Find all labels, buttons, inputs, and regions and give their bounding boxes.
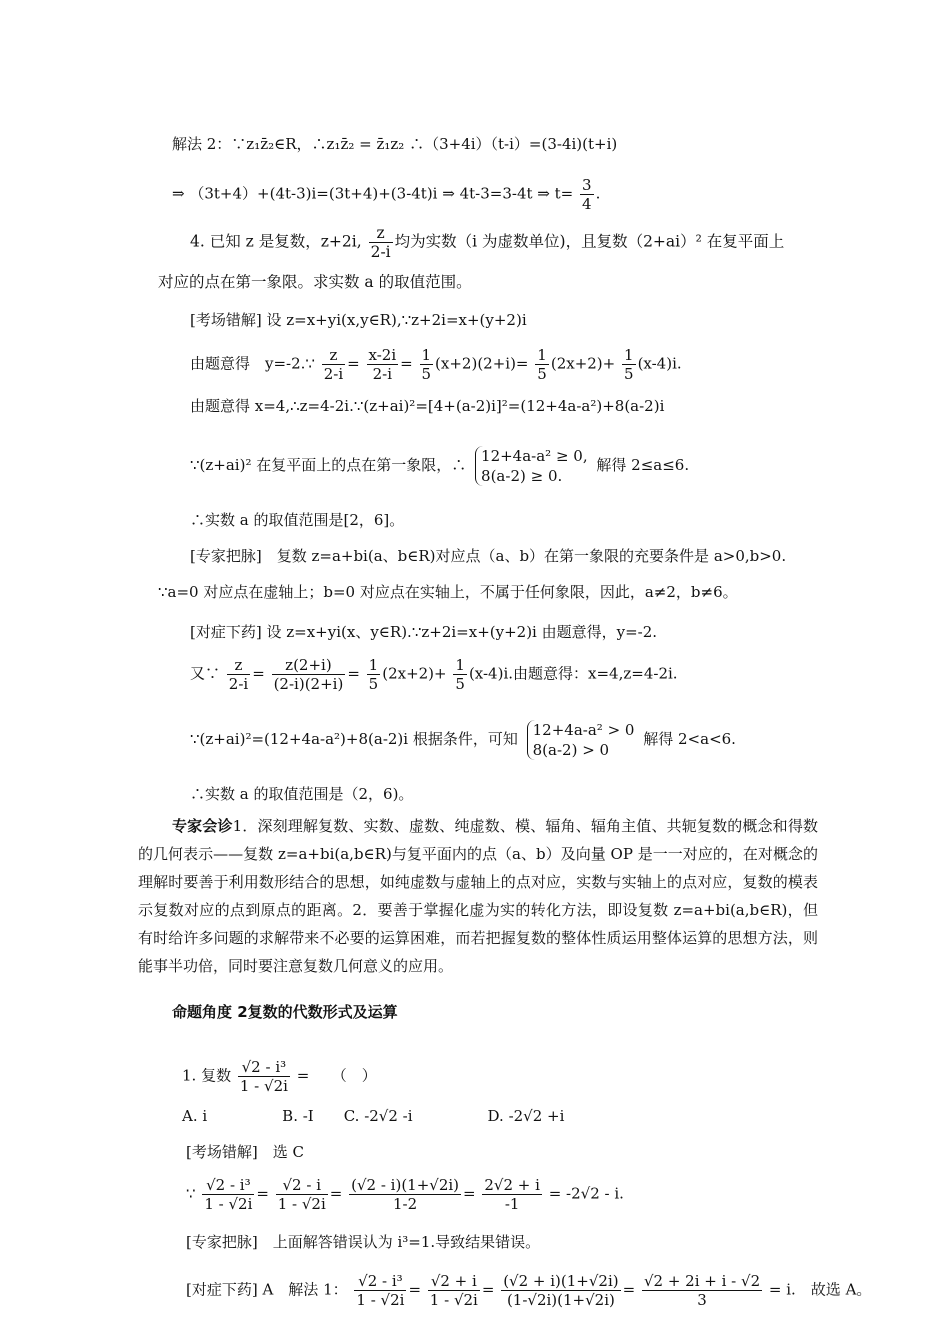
problem-4: 4. 已知 z 是复数，z+2i, $\frac{z}{2-i}$ 均为实数（i 为虚数单位)，且复数（2+ai）² 在复平面上 [190, 224, 785, 261]
correct-solution-4: ∴实数 a 的取值范围是（2，6)。 [190, 785, 414, 803]
question-1: 1. 复数 $\frac{\text{√2 - i³}}{1 - √2i}$ = （ ） [182, 1058, 377, 1095]
wrong-answer-work: ∵ $\frac{\text{√2 - i³}}{1 - √2i}$ = $\frac{√2 - i}{1 - √2i}$ = $\frac{(√2 - i)(1+√2i)}{1-2}$ = $\frac{2√2 + i}{-1}$ = -2√2 - i. [186, 1176, 624, 1213]
expert-pulse-q1: [专家把脉] 上面解答错误认为 i³=1.导致结果错误。 [186, 1233, 541, 1251]
solution-method-2: 解法 2：∵z₁z̄₂∈R，∴z₁z̄₂ = z̄₁z₂ ∴（3+4i）（t-i）=(3-4i)(t+i) [172, 135, 618, 153]
wrong-solution-3: 由题意得 x=4,∴z=4-2i.∵(z+ai)²=[4+(a-2)i]²=(12+4a-a²)+8(a-2)i [190, 397, 665, 415]
correct-solution-2: 又∵ $\frac{z}{2-i}$ = $\frac{z(2+i)}{(2-i)(2+i)}$ = $\frac{1}{5}$ (2x+2)+ $\frac{1}{5}$ (x-4)i.由题意得：x=4,z=4-2i. [190, 656, 678, 693]
expert-pulse-1: [专家把脉] 复数 z=a+bi(a、b∈R)对应点（a、b）在第一象限的充要条件是 a>0,b>0. [190, 547, 787, 565]
correct-solution-1: [对症下药] 设 z=x+yi(x、y∈R).∵z+2i=x+(y+2)i 由题意得，y=-2. [190, 623, 658, 641]
section-heading: 命题角度 2复数的代数形式及运算 [172, 1003, 398, 1021]
expert-diagnosis: 专家会诊1．深刻理解复数、实数、虚数、纯虚数、模、辐角、辐角主值、共轭复数的概念和得数的几何表示——复数 z=a+bi(a,b∈R)与复平面内的点（a、b）及向量 OP 是一一对应的，在对概念的理解时要善于利用数形结合的思想，如纯虚数与虚轴上的点对应，实数与实轴上的点对应，复数的模表示复数对应的点到原点的距离。2．要善于掌握化虚为实的转化方法，即设复数 z=a+bi(a,b∈R)，但有时给许多问题的求解带来不必要的运算困难，而若把握复数的整体性质运用整体运算的思想方法，则能事半功倍，同时要注意复数几何意义的应用。 [138, 817, 818, 975]
solution-step-t: ⇒ （3t+4）+(4t-3)i=(3t+4)+(3-4t)i ⇒ 4t-3=3-4t ⇒ t= $\frac{3}{4}$ . [172, 176, 601, 213]
correct-answer-work: [对症下药] A 解法 1： $\frac{\text{√2 - i³}}{1 - √2i}$ = $\frac{√2 + i}{1 - √2i}$ = $\frac{(√2 + i)(1+√2i)}{(1-√2i)(1+√2i)}$ = $\frac{√2 + 2i + i - √2}{3}$ = i. 故选 A。 [186, 1272, 872, 1309]
expert-pulse-2: ∵a=0 对应点在虚轴上；b=0 对应点在实轴上，不属于任何象限，因此，a≠2，b≠6。 [158, 583, 738, 601]
wrong-answer-label: [考场错解] 选 C [186, 1143, 304, 1161]
wrong-solution-1: [考场错解] 设 z=x+yi(x,y∈R),∵z+2i=x+(y+2)i [190, 311, 527, 329]
wrong-solution-4: ∵(z+ai)² 在复平面上的点在第一象限，∴ 12+4a-a² ≥ 0, 8(a-2) ≥ 0. 解得 2≤a≤6. [190, 447, 690, 485]
wrong-solution-5: ∴实数 a 的取值范围是[2，6]。 [190, 511, 405, 529]
question-1-options: A. i B. -I C. -2√2 -i D. -2√2 +i [182, 1107, 565, 1125]
problem-4-cont: 对应的点在第一象限。求实数 a 的取值范围。 [158, 273, 472, 291]
correct-solution-3: ∵(z+ai)²=(12+4a-a²)+8(a-2)i 根据条件，可知 12+4a-a² > 0 8(a-2) > 0 解得 2<a<6. [190, 721, 736, 759]
wrong-solution-2: 由题意得 y=-2.∵ $\frac{z}{2-i}$ = $\frac{x-2i}{2-i}$ = $\frac{1}{5}$ (x+2)(2+i)= $\frac{1}{5}$ (2x+2)+ $\frac{1}{5}$ (x-4)i. [190, 346, 682, 383]
